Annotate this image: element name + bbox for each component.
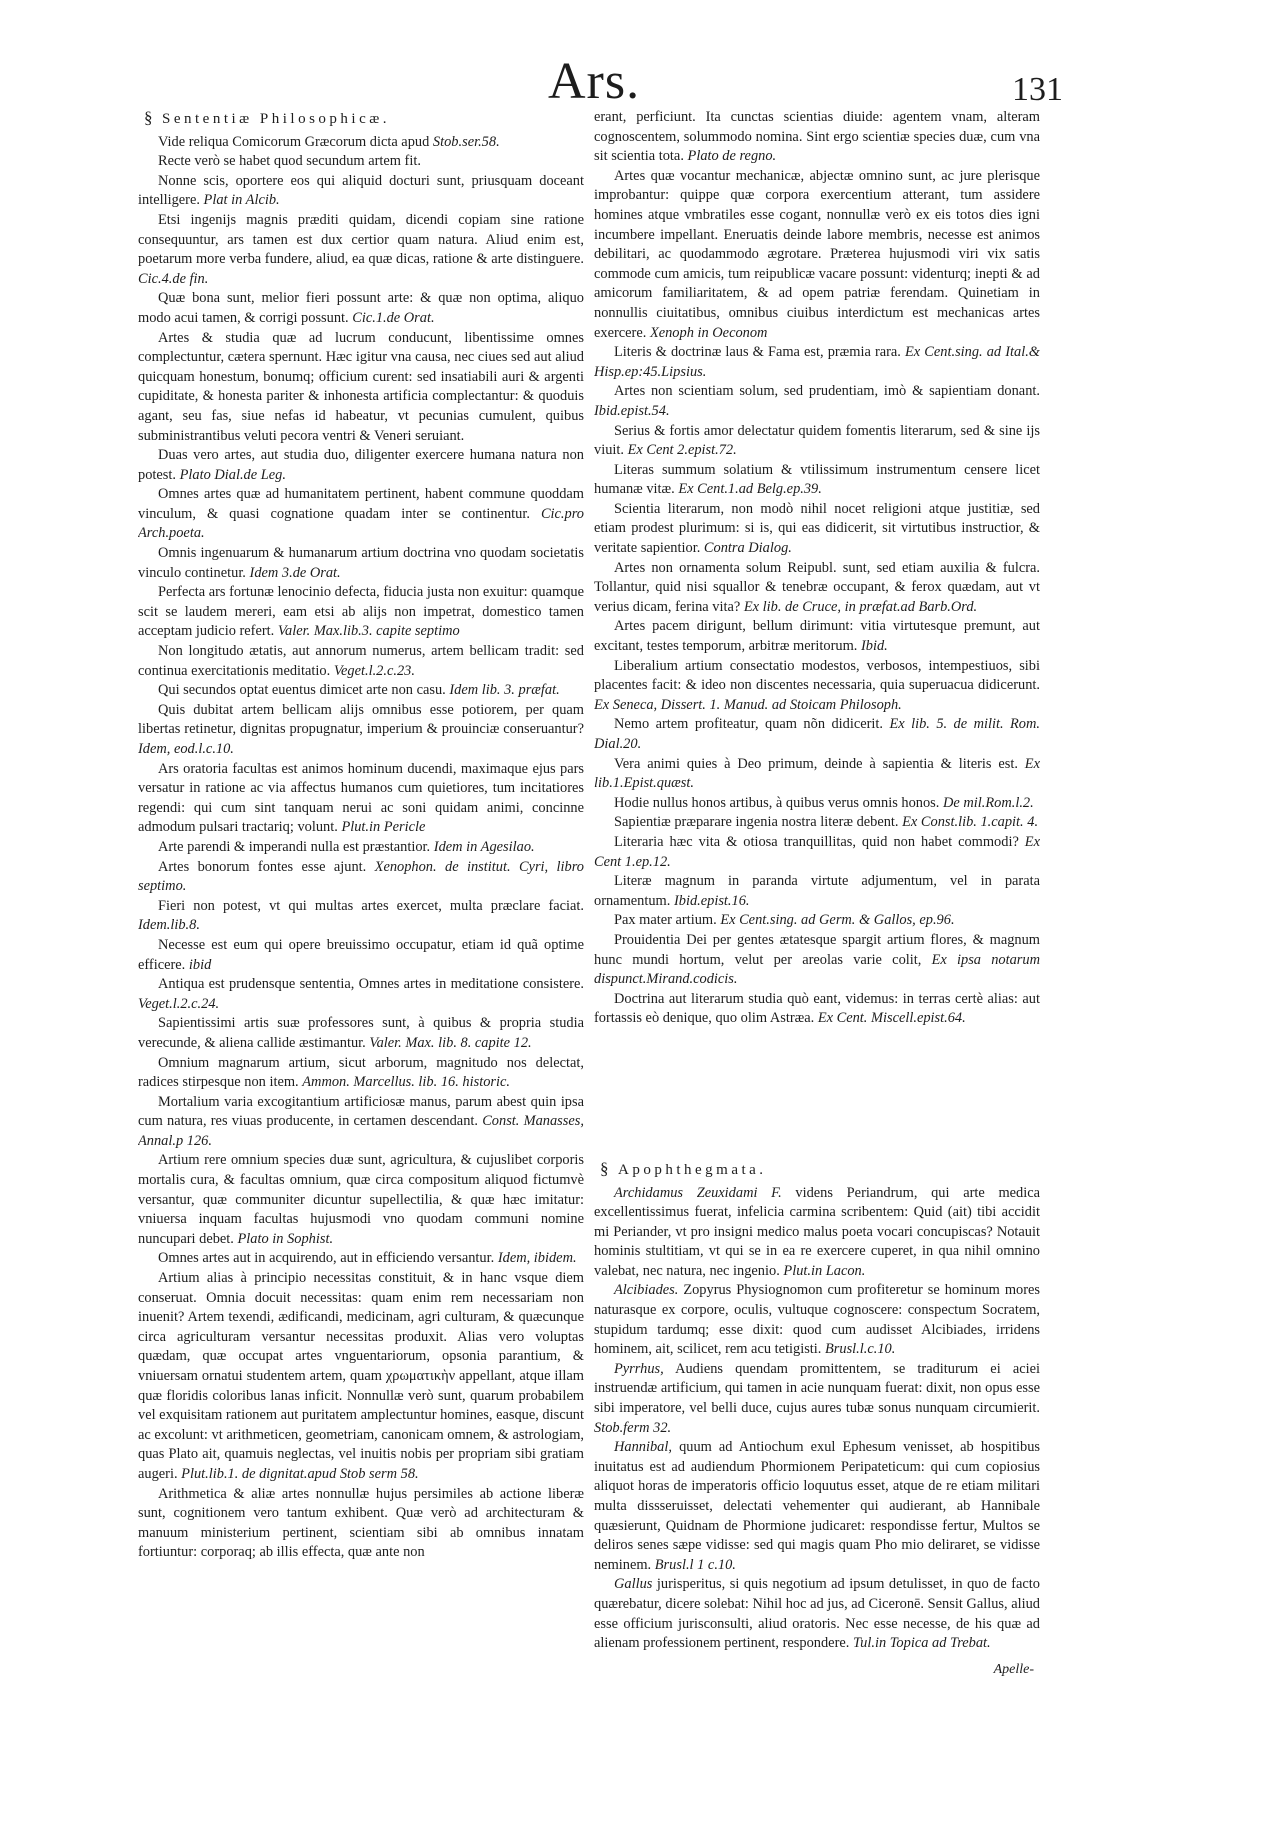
paragraph-text: Perfecta ars fortunæ lenocinio defecta, fiducia justa non exuitur: quamque scit se laudem mereri, eam etsi ab alijs non impetrat, domestico tamen acceptam judicio refert. <box>138 584 584 640</box>
paragraph <box>138 897 584 936</box>
paragraph-text: Mortalium varia excogitantium artificiosæ manus, parum abest quin ipsa cum natura, res viuas producente, in certamen descendant. <box>138 1093 584 1130</box>
paragraph <box>594 931 1040 990</box>
source-citation: Ibid.epist.16. <box>673 892 750 909</box>
paragraph-text: Artes non scientiam solum, sed prudentiam, imò & sapientiam donant. <box>614 383 1040 400</box>
source-citation: Valer. Max.lib.3. capite septimo <box>277 623 460 640</box>
paragraph <box>594 382 1040 421</box>
apophthegm-paragraphs <box>594 1184 1040 1654</box>
section-heading-sententiae: § Sententiæ Philosophicæ. <box>144 108 391 127</box>
source-citation: Ex Cent.sing. ad Germ. & Gallos, ep.96. <box>720 912 955 929</box>
paragraph-text: videns Periandrum, qui arte medica excellentissimus fuerat, infelicia carmina scribentem: Quid (ait) tibi accidit mi Periander, vt pro insigni medico malus poeta vocari concupiscas? Notauit hominis stultitiam, vt qui se in ea re exercere cuperet, in qua nihil omnino valebat, nec natura, nec ingenio. <box>594 1184 1040 1279</box>
source-citation: Idem.lib.8. <box>138 917 200 934</box>
paragraph <box>594 990 1040 1029</box>
paragraph-text: Prouidentia Dei per gentes ætatesque spargit artium flores, & magnum hunc mundi hortum, velut per areolas varie colit, <box>594 931 1040 968</box>
source-citation: Tul.in Topica ad Trebat. <box>852 1635 991 1652</box>
speaker-name: Alcibiades. <box>614 1282 679 1299</box>
paragraph <box>594 1575 1040 1653</box>
paragraph-text: Scientia literarum, non modò nihil nocet religioni atque justitiæ, sed etiam prodest plurimum: si is, qui eas didicerit, sit virtutibus instructior, & veritate sapientior. <box>594 500 1040 557</box>
paragraph <box>138 289 584 328</box>
paragraph <box>594 911 1040 931</box>
paragraph-text: erant, perficiunt. Ita cunctas scientias diuide: agentem vnam, alteram cognoscentem, solummodo nomina. Sint ergo scientiæ species duæ, cum vna sit scientia tota. <box>594 109 1040 165</box>
paragraph <box>138 681 584 701</box>
speaker-name: Gallus <box>614 1576 653 1593</box>
source-citation: Ex Cent 2.epist.72. <box>627 442 737 459</box>
paragraph <box>138 1485 584 1563</box>
source-citation: Ex lib. de Cruce, in præfat.ad Barb.Ord. <box>743 598 978 615</box>
paragraph-text: quum ad Antiochum exul Ephesum venisset, ab hospitibus inuitatus est ad audiendum Phormionem Peripateticum: qui cum copiosius aliquot horas de imperatoris officio loquutus esset, atque de re etiam militari multa dissseruisset, delectati vehementer qui audierant, ab Hannibale quæsierunt, Quidnam de Phormione judicaret: respondisse fertur, Multos se deliros senes sæpe vidisse: sed qui magis quam Pho mio deliraret, se vidisse neminem. <box>594 1439 1040 1573</box>
paragraph-text: Pax mater artium. <box>614 912 717 929</box>
paragraph-text: Zopyrus Physiognomon cum profiteretur se hominum mores naturasque ex corpore, oculis, vultuque cognoscere: conspectum Socratem, stupidum tardumq; esse dixit: quod cum audisset Alcibiades, irridens hominem, ait, scilicet, rem acu tetigisti. <box>594 1282 1040 1358</box>
paragraph <box>138 1151 584 1249</box>
paragraph <box>594 1438 1040 1575</box>
source-citation: De mil.Rom.l.2. <box>943 794 1034 811</box>
paragraph-text: Hodie nullus honos artibus, à quibus verus omnis honos. <box>614 794 940 811</box>
source-citation: Veget.l.2.c.24. <box>138 995 220 1012</box>
paragraph <box>594 1360 1040 1438</box>
paragraph <box>138 936 584 975</box>
paragraph-text: Artes bonorum fontes esse ajunt. <box>158 858 367 875</box>
paragraph-text: Nemo artem profiteatur, quam nõn didicerit. <box>614 716 884 733</box>
paragraph <box>594 559 1040 618</box>
source-citation: Contra Dialog. <box>703 540 792 557</box>
paragraph-text: Artes pacem dirigunt, bellum dirimunt: vitia virtutesque premunt, aut excitant, testes temporum, arbitræ meritorum. <box>594 618 1040 655</box>
source-citation: Plat in Alcib. <box>203 192 280 209</box>
paragraph-text: Omnes artes aut in acquirendo, aut in efficiendo versantur. <box>158 1250 495 1267</box>
paragraph <box>138 1249 584 1269</box>
paragraph <box>138 975 584 1014</box>
source-citation: Plato in Sophist. <box>237 1230 334 1247</box>
paragraph <box>594 715 1040 754</box>
source-citation: Stob.ser.58. <box>432 133 500 150</box>
paragraph <box>594 343 1040 382</box>
left-paragraphs <box>138 133 584 1563</box>
paragraph <box>138 642 584 681</box>
paragraph <box>138 1054 584 1093</box>
paragraph <box>138 858 584 897</box>
paragraph <box>138 1269 584 1485</box>
paragraph <box>594 617 1040 656</box>
paragraph-text: Literis & doctrinæ laus & Fama est, præmia rara. <box>614 344 901 361</box>
source-citation: Ex Cent.sing. ad Ital.& Hisp.ep:45.Lipsius. <box>594 344 1040 380</box>
right-column <box>594 108 1040 1818</box>
paragraph-text: Literæ magnum in paranda virtute adjumentum, vel in parata ornamentum. <box>594 873 1040 909</box>
paragraph <box>594 1281 1040 1359</box>
paragraph-text: Audiens quendam promittentem, se traditurum ei aciei instruendæ artificium, qui tamen in acie nunquam fuerat: dixit, non opus esse sibi imperatore, vel belli duce, cujus aures tubæ sonus nunquam circumierit. <box>594 1360 1040 1417</box>
source-citation: Plato de regno. <box>687 148 777 165</box>
speaker-name: Pyrrhus, <box>614 1360 664 1377</box>
paragraph-text: Liberalium artium consectatio modestos, verbosos, intempestiuos, sibi placentes facit: & ideo non discentes necessaria, quia superuacua didicerunt. <box>594 657 1040 694</box>
source-citation: Idem 3.de Orat. <box>249 564 341 581</box>
source-citation: Ex lib.1.Epist.quæst. <box>594 755 1040 792</box>
paragraph <box>138 838 584 858</box>
paragraph-text: Doctrina aut literarum studia quò eant, videmus: in terras certè alias: aut fortassis eò denique, quo olim Astræa. <box>594 990 1040 1027</box>
paragraph <box>138 329 584 447</box>
source-citation: Idem lib. 3. præfat. <box>449 682 560 699</box>
source-citation: ibid <box>188 956 212 973</box>
paragraph <box>138 544 584 583</box>
paragraph-text: Literaria hæc vita & otiosa tranquillitas, quid non habet commodi? <box>614 833 1019 850</box>
paragraph <box>594 872 1040 911</box>
source-citation: Plut.in Lacon. <box>783 1262 866 1279</box>
right-paragraphs <box>594 108 1040 1029</box>
paragraph <box>138 701 584 760</box>
paragraph <box>138 485 584 544</box>
source-citation: Ex Const.lib. 1.capit. 4. <box>902 814 1039 831</box>
paragraph-text: Artium alias à principio necessitas constituit, & in hanc vsque diem conseruat. Omnia docuit necessitas: quam enim rem necessariam non inuenit? Artem texendi, ædificandi, medicinam, agri culturam, & quæcunque circa agriculturam versantur necessitas produxit. Alias vero voluptas quædam, quæ occupat artes vnguentariorum, opsonia parantium, & vniuersam ornatui studentem artem, quam χρωματικὴν appellant, atque illam quæ floridis coloribus lanas inficit. Nonnullæ verò sunt, quarum probabilem vel exquisitam rationem aut puritatem amplectuntur homines, easque, discunt ac excolunt: vt arithmeticen, geometriam, canonicam omnem, & astrologiam, quas Plato ait, quamuis neglectas, vel inuitis nobis per propriam sibi gratiam augeri. <box>138 1270 584 1482</box>
paragraph-text: Omnium magnarum artium, sicut arborum, magnitudo nos delectat, radices stirpesque non item. <box>138 1054 584 1091</box>
paragraph <box>594 461 1040 500</box>
source-citation: Cic.1.de Orat. <box>352 309 435 326</box>
source-citation: Idem in Agesilao. <box>433 838 535 855</box>
paragraph <box>138 133 584 153</box>
source-citation: Ex lib. 5. de milit. Rom. Dial.20. <box>594 716 1040 752</box>
paragraph-text: Duas vero artes, aut studia duo, diligenter exercere humana natura non potest. <box>138 447 584 483</box>
source-citation: Brusl.l.c.10. <box>825 1341 896 1358</box>
section-mark-icon: § <box>144 108 156 127</box>
paragraph <box>138 446 584 485</box>
paragraph-text: Literas summum solatium & vtilissimum instrumentum censere licet humanæ vitæ. <box>594 461 1040 498</box>
left-column <box>138 108 584 1818</box>
paragraph <box>594 108 1040 167</box>
paragraph <box>594 1184 1040 1282</box>
source-citation: Plut.in Pericle <box>341 819 426 836</box>
source-citation: Idem, eod.l.c.10. <box>138 741 234 757</box>
paragraph-text: Ars oratoria facultas est animos hominum ducendi, maximaque ejus pars versatur in ratione ac via affectus humanos cum quietiores, tum incitatiores regendi: qui cum sint tanquam nerui ac soni quidam animi, concinne admodum pulsari tractariq; volunt. <box>138 760 584 836</box>
paragraph-text: Arithmetica & aliæ artes nonnullæ hujus persimiles ab actione liberæ sunt, cognitionem vero tantum exhibent. Quæ verò ad architecturam & manuum ministerium pertinent, scientiam sibi ab omnibus innatam fortiuntur: corporaq; ab illis effecta, quæ ante non <box>138 1485 584 1561</box>
source-citation: Plut.lib.1. de dignitat.apud Stob serm 58. <box>181 1465 419 1482</box>
paragraph <box>594 813 1040 833</box>
speaker-name: Hannibal, <box>614 1439 672 1456</box>
source-citation: Plato Dial.de Leg. <box>179 466 286 483</box>
catchword: Apelle- <box>993 1661 1034 1677</box>
source-citation: Ex Cent 1.ep.12. <box>594 833 1040 870</box>
paragraph <box>138 1093 584 1152</box>
source-citation: Ex Seneca, Dissert. 1. Manud. ad Stoicam Philosoph. <box>594 696 902 713</box>
page-header <box>0 52 1269 114</box>
paragraph-text: Sapientiæ præparare ingenia nostra literæ debent. <box>614 814 899 831</box>
source-citation: Valer. Max. lib. 8. capite 12. <box>369 1034 532 1051</box>
paragraph <box>594 167 1040 343</box>
source-citation: Veget.l.2.c.23. <box>333 662 415 679</box>
paragraph <box>594 794 1040 814</box>
paragraph-text: Qui secundos optat euentus dimicet arte non casu. <box>158 682 446 699</box>
paragraph <box>594 657 1040 716</box>
source-citation: Cic.pro Arch.poeta. <box>138 505 584 542</box>
source-citation: Cic.4.de fin. <box>138 270 209 287</box>
paragraph <box>138 172 584 211</box>
source-citation: Xenophon. de institut. Cyri, libro septimo. <box>138 858 584 895</box>
paragraph-text: Sapientissimi artis suæ professores sunt, à quibus & propria studia verecunde, & aliena callide æstimantur. <box>138 1015 584 1051</box>
paragraph-text: Antiqua est prudensque sententia, Omnes artes in meditatione consistere. <box>158 976 584 993</box>
paragraph-text: Artes & studia quæ ad lucrum conducunt, libentissime omnes complectuntur, cætera spernunt. Hæc igitur vna causa, nec ciues sed aut aliud quicquam honestum, bonumq; officium curent: sed insatiabili auri & argenti cupiditate, & honesta pariter & inhonesta artificia complectantur: & quoduis agant, seu fas, siue nefas id habeatur, vt pecunias cumulent, quibus subministrantibus veluti pecora ventri & Veneri seruiant. <box>138 329 584 444</box>
section-heading-apophthegmata: § Apophthegmata. <box>600 1158 767 1178</box>
paragraph-text: Omnes artes quæ ad humanitatem pertinent, habent commune quoddam vinculum, & quasi cognatione quadam inter se continentur. <box>138 486 584 522</box>
paragraph-text: Non longitudo ætatis, aut annorum numerus, artem bellicam tradit: sed continua exercitationis meditatio. <box>138 643 584 679</box>
paragraph-text: Arte parendi & imperandi nulla est præstantior. <box>158 838 431 855</box>
paragraph <box>138 211 584 289</box>
paragraph <box>594 500 1040 559</box>
paragraph <box>594 755 1040 794</box>
source-citation: Ex ipsa notarum dispunct.Mirand.codicis. <box>594 951 1040 988</box>
section-mark-icon: § <box>600 1158 612 1178</box>
paragraph-text: Recte verò se habet quod secundum artem fit. <box>158 153 421 170</box>
source-citation: Idem, ibidem. <box>497 1250 577 1267</box>
paragraph-text: Quæ bona sunt, melior fieri possunt arte: & quæ non optima, aliquo modo acui tamen, & corrigi possunt. <box>138 290 584 326</box>
source-citation: Brusl.l 1 c.10. <box>654 1556 736 1573</box>
paragraph-text: Vide reliqua Comicorum Græcorum dicta apud <box>158 133 430 150</box>
paragraph-text: Etsi ingenijs magnis præditi quidam, dicendi copiam sine ratione consequuntur, ars tamen est dux certior quam natura. Aliud enim est, poetarum more verba fundere, aliud, ea quæ dicas, ratione & arte distinguere. <box>138 211 584 268</box>
paragraph-text: Vera animi quies à Deo primum, deinde à sapientia & literis est. <box>614 755 1018 772</box>
paragraph-text: Artes non ornamenta solum Reipubl. sunt, sed etiam auxilia & fulcra. Tollantur, quid nisi squallor & tenebræ occupant, & ferox quædam, aut vt verius dicam, ferina vita? <box>594 559 1040 615</box>
paragraph-text: Quis dubitat artem bellicam alijs omnibus esse potiorem, per quam libertas retinetur, dignitas propugnatur, imperium & prouinciæ conseruantur? <box>138 701 584 738</box>
paragraph-text: Artes quæ vocantur mechanicæ, abjectæ omnino sunt, ac jure plerisque improbantur: quippe quæ corpora exercentium atterant, tum assidere homines atque vmbratiles esse cogant, nonnullæ verò ex eis totos dies igni incumbere impellant. Eneruatis deinde labore membris, necesse est animos debilitari, ac quodammodo ægrotare. Præterea hujusmodi viri vix satis commode cum amicis, tum reipublicæ vacare possunt: videnturq; inepti & ad amicorum familiaritatem, & ad opem patriæ ferendam. Quinetiam in nonnullis ciuitatibus, omnibus ciuibus interdictum est mechanicas artes exercere. <box>594 167 1040 341</box>
paragraph-text: Artium rere omnium species duæ sunt, agricultura, & cujuslibet corporis mortalis cura, & facultas omnium, quæ circa compositum aliquod fictumvè versantur, quæ communiter dicuntur supellectilia, & quæ hæc imitatur: vniuersa inquam facultas hujusmodi vno quodam communi nomine nuncupari debet. <box>138 1152 584 1247</box>
paragraph-text: Omnis ingenuarum & humanarum artium doctrina vno quodam societatis vinculo continetur. <box>138 545 584 581</box>
source-citation: Ex Cent. Miscell.epist.64. <box>817 1010 966 1027</box>
source-citation: Const. Manasses, Annal.p 126. <box>138 1113 584 1149</box>
paragraph-text: Necesse est eum qui opere breuissimo occupatur, etiam id quã optime efficere. <box>138 936 584 973</box>
source-citation: Ex Cent.1.ad Belg.ep.39. <box>678 481 822 498</box>
paragraph-text: jurisperitus, si quis negotium ad ipsum detulisset, in quo de facto quærebatur, dicere solebat: Nihil hoc ad jus, ad Ciceronē. Sensit Gallus, aliud esse officium jurisconsulti, aliud oratoris. Nec esse necesse, de his quæ ad alienam professionem pertinent, respondere. <box>594 1576 1040 1652</box>
source-citation: Ibid. <box>860 638 888 655</box>
paragraph <box>138 152 584 172</box>
paragraph <box>138 1014 584 1053</box>
paragraph <box>138 583 584 642</box>
page-number: 131 <box>1012 71 1063 108</box>
source-citation: Stob.ferm 32. <box>594 1419 672 1436</box>
running-head: Ars. <box>548 53 641 110</box>
paragraph-text: Nonne scis, oportere eos qui aliquid docturi sunt, priusquam doceant intelligere. <box>138 172 584 209</box>
source-citation: Ibid.epist.54. <box>594 402 670 419</box>
paragraph <box>594 422 1040 461</box>
speaker-name: Archidamus Zeuxidami F. <box>614 1184 782 1201</box>
paragraph-text: Fieri non potest, vt qui multas artes exercet, multa præclare faciat. <box>158 897 584 914</box>
paragraph <box>594 833 1040 872</box>
paragraph-text: Serius & fortis amor delectatur quidem fomentis literarum, sed & sine ijs viuit. <box>594 422 1040 459</box>
source-citation: Ammon. Marcellus. lib. 16. historic. <box>302 1074 510 1091</box>
paragraph <box>138 760 584 838</box>
source-citation: Xenoph in Oeconom <box>649 324 768 341</box>
